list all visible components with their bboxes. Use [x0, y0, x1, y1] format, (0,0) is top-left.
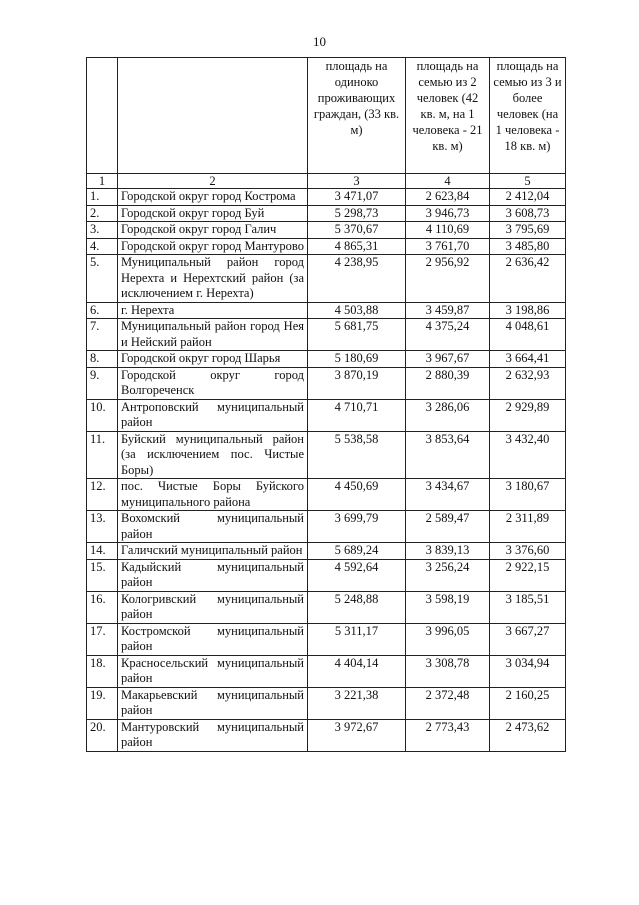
three-plus-area-value: 3 198,86 [490, 302, 566, 319]
row-index: 5. [87, 255, 118, 303]
three-plus-area-value: 3 667,27 [490, 623, 566, 655]
row-index: 14. [87, 543, 118, 560]
two-person-area-value: 2 880,39 [406, 367, 490, 399]
two-person-area-value: 3 598,19 [406, 591, 490, 623]
territory-name: Красносельский муниципальный район [118, 655, 308, 687]
two-person-area-value: 3 308,78 [406, 655, 490, 687]
table-row [87, 543, 566, 560]
three-plus-area-value: 3 485,80 [490, 238, 566, 255]
housing-area-table [86, 57, 566, 752]
header-cell-two-person-area: площадь на семью из 2 человек (42 кв. м, на 1 человека - 21 кв. м) [406, 58, 490, 174]
table-row [87, 222, 566, 239]
header-cell-single-area: площадь на одиноко проживающих граждан, (33 кв. м) [308, 58, 406, 174]
three-plus-area-value: 3 185,51 [490, 591, 566, 623]
single-area-value: 5 681,75 [308, 319, 406, 351]
two-person-area-value: 3 434,67 [406, 479, 490, 511]
three-plus-area-value: 2 160,25 [490, 687, 566, 719]
two-person-area-value: 4 110,69 [406, 222, 490, 239]
column-number: 3 [308, 174, 406, 189]
two-person-area-value: 3 839,13 [406, 543, 490, 560]
three-plus-area-value: 2 922,15 [490, 559, 566, 591]
three-plus-area-value: 3 795,69 [490, 222, 566, 239]
territory-name: Кологривский муниципальный район [118, 591, 308, 623]
table-row [87, 719, 566, 751]
header-cell-territory [118, 58, 308, 174]
two-person-area-value: 2 956,92 [406, 255, 490, 303]
two-person-area-value: 2 623,84 [406, 189, 490, 206]
page-number: 10 [313, 34, 326, 49]
single-area-value: 3 471,07 [308, 189, 406, 206]
three-plus-area-value: 3 664,41 [490, 351, 566, 368]
row-index: 9. [87, 367, 118, 399]
single-area-value: 4 238,95 [308, 255, 406, 303]
three-plus-area-value: 2 473,62 [490, 719, 566, 751]
territory-name: Макарьевский муниципальный район [118, 687, 308, 719]
territory-name: Городской округ город Мантурово [118, 238, 308, 255]
single-area-value: 4 710,71 [308, 399, 406, 431]
row-index: 10. [87, 399, 118, 431]
column-number: 5 [490, 174, 566, 189]
single-area-value: 4 404,14 [308, 655, 406, 687]
territory-name: Городской округ город Кострома [118, 189, 308, 206]
table-row [87, 255, 566, 303]
two-person-area-value: 3 256,24 [406, 559, 490, 591]
two-person-area-value: 3 946,73 [406, 205, 490, 222]
single-area-value: 4 865,31 [308, 238, 406, 255]
two-person-area-value: 2 589,47 [406, 511, 490, 543]
three-plus-area-value: 2 311,89 [490, 511, 566, 543]
territory-name: Городской округ город Буй [118, 205, 308, 222]
row-index: 3. [87, 222, 118, 239]
single-area-value: 5 370,67 [308, 222, 406, 239]
row-index: 6. [87, 302, 118, 319]
table-row [87, 319, 566, 351]
table-row [87, 655, 566, 687]
table-row [87, 623, 566, 655]
row-index: 17. [87, 623, 118, 655]
row-index: 7. [87, 319, 118, 351]
single-area-value: 4 592,64 [308, 559, 406, 591]
row-index: 11. [87, 431, 118, 479]
territory-name: Буйский муниципальный район (за исключением пос. Чистые Боры) [118, 431, 308, 479]
table-row [87, 205, 566, 222]
header-cell-index [87, 58, 118, 174]
single-area-value: 4 503,88 [308, 302, 406, 319]
table-row [87, 302, 566, 319]
row-index: 16. [87, 591, 118, 623]
single-area-value: 5 311,17 [308, 623, 406, 655]
two-person-area-value: 3 996,05 [406, 623, 490, 655]
three-plus-area-value: 2 412,04 [490, 189, 566, 206]
territory-name: Городской округ город Волгореченск [118, 367, 308, 399]
three-plus-area-value: 3 034,94 [490, 655, 566, 687]
row-index: 1. [87, 189, 118, 206]
table-row [87, 511, 566, 543]
row-index: 19. [87, 687, 118, 719]
two-person-area-value: 4 375,24 [406, 319, 490, 351]
territory-name: г. Нерехта [118, 302, 308, 319]
single-area-value: 5 248,88 [308, 591, 406, 623]
three-plus-area-value: 2 636,42 [490, 255, 566, 303]
territory-name: Антроповский муниципальный район [118, 399, 308, 431]
three-plus-area-value: 3 376,60 [490, 543, 566, 560]
two-person-area-value: 3 761,70 [406, 238, 490, 255]
table-row [87, 238, 566, 255]
territory-name: Вохомский муниципальный район [118, 511, 308, 543]
single-area-value: 4 450,69 [308, 479, 406, 511]
three-plus-area-value: 2 632,93 [490, 367, 566, 399]
single-area-value: 3 870,19 [308, 367, 406, 399]
row-index: 2. [87, 205, 118, 222]
row-index: 20. [87, 719, 118, 751]
table-header [87, 58, 566, 174]
table-row [87, 431, 566, 479]
single-area-value: 5 538,58 [308, 431, 406, 479]
table-row [87, 189, 566, 206]
territory-name: Муниципальный район город Нея и Нейский район [118, 319, 308, 351]
column-number: 2 [118, 174, 308, 189]
row-index: 4. [87, 238, 118, 255]
row-index: 18. [87, 655, 118, 687]
three-plus-area-value: 3 180,67 [490, 479, 566, 511]
single-area-value: 5 180,69 [308, 351, 406, 368]
territory-name: Мантуровский муниципальный район [118, 719, 308, 751]
single-area-value: 3 972,67 [308, 719, 406, 751]
two-person-area-value: 3 967,67 [406, 351, 490, 368]
column-number: 4 [406, 174, 490, 189]
column-number-row [87, 174, 566, 189]
single-area-value: 5 689,24 [308, 543, 406, 560]
three-plus-area-value: 3 608,73 [490, 205, 566, 222]
row-index: 8. [87, 351, 118, 368]
table-row [87, 479, 566, 511]
single-area-value: 5 298,73 [308, 205, 406, 222]
two-person-area-value: 2 372,48 [406, 687, 490, 719]
single-area-value: 3 221,38 [308, 687, 406, 719]
two-person-area-value: 2 773,43 [406, 719, 490, 751]
territory-name: Муниципальный район город Нерехта и Нерехтский район (за исключением г. Нерехта) [118, 255, 308, 303]
table-row [87, 351, 566, 368]
header-cell-three-plus-area: площадь на семью из 3 и более человек (на 1 человека - 18 кв. м) [490, 58, 566, 174]
table-row [87, 559, 566, 591]
territory-name: Кадыйский муниципальный район [118, 559, 308, 591]
row-index: 13. [87, 511, 118, 543]
two-person-area-value: 3 853,64 [406, 431, 490, 479]
row-index: 15. [87, 559, 118, 591]
column-number: 1 [87, 174, 118, 189]
three-plus-area-value: 2 929,89 [490, 399, 566, 431]
territory-name: Костромской муниципальный район [118, 623, 308, 655]
two-person-area-value: 3 459,87 [406, 302, 490, 319]
table-row [87, 591, 566, 623]
header-row [87, 58, 566, 174]
table-body [87, 174, 566, 752]
territory-name: пос. Чистые Боры Буйского муниципального района [118, 479, 308, 511]
two-person-area-value: 3 286,06 [406, 399, 490, 431]
territory-name: Городской округ город Шарья [118, 351, 308, 368]
three-plus-area-value: 4 048,61 [490, 319, 566, 351]
single-area-value: 3 699,79 [308, 511, 406, 543]
territory-name: Галичский муниципальный район [118, 543, 308, 560]
row-index: 12. [87, 479, 118, 511]
three-plus-area-value: 3 432,40 [490, 431, 566, 479]
table-row [87, 399, 566, 431]
territory-name: Городской округ город Галич [118, 222, 308, 239]
table-row [87, 687, 566, 719]
table-row [87, 367, 566, 399]
